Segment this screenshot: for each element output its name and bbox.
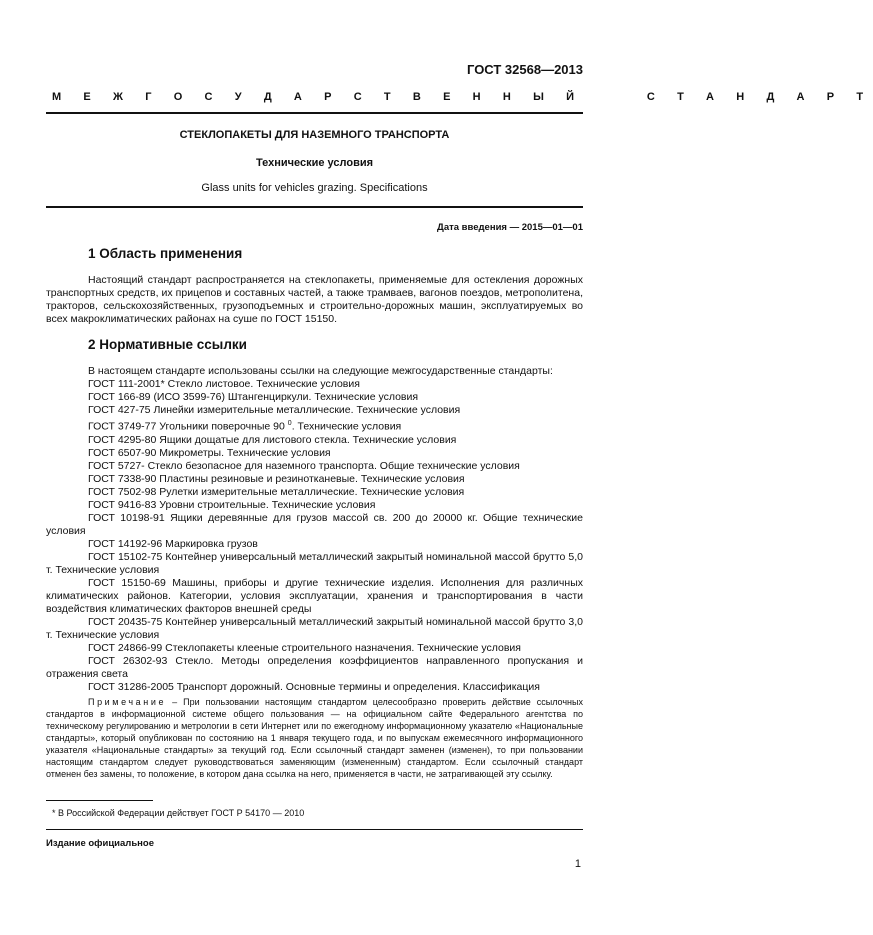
reference-item: ГОСТ 9416-83 Уровни строительные. Технические условия (88, 498, 376, 511)
references-list (46, 365, 583, 694)
degree-superscript: 0 (287, 420, 292, 427)
reference-item: ГОСТ 4295-80 Ящики дощатые для листового стекла. Технические условия (88, 433, 457, 446)
document-title: СТЕКЛОПАКЕТЫ ДЛЯ НАЗЕМНОГО ТРАНСПОРТА (179, 129, 450, 141)
note-text: – При пользовании настоящим стандартом целесообразно проверить действие ссылочных стандартов в информационной системе общего пользования — на официальном сайте Федерального агентства по техническому регулированию и метрологии в сети Интернет или по ежегодному информационному указателю «Национальные стандарты», который опубликован по состоянию на 1 января текущего года, и по выпускам ежемесячного информационного указателя «Национальные стандарты» за текущий год. Если ссылочный стандарт заменен (изменен), то при пользовании настоящим стандартом следует руководствоваться заменяющим (измененным) стандартом. Если ссылочный стандарт отменен без замены, то положение, в котором дана ссылка на него, применяется в части, не затрагивающей эту ссылку. (46, 697, 583, 779)
reference-item: ГОСТ 166-89 (ИСО 3599-76) Штангенциркули. Технические условия (88, 391, 419, 403)
reference-item: ГОСТ 26302-93 Стекло. Методы определения коэффициентов направленного пропускания и отражения света (46, 654, 583, 680)
edition-rule (46, 829, 583, 830)
references-intro: В настоящем стандарте использованы ссылки на следующие межгосударственные стандарты: (88, 365, 553, 377)
section-2-heading: 2 Нормативные ссылки (88, 337, 247, 352)
top-rule (46, 112, 583, 114)
title-bottom-rule (46, 206, 583, 208)
note-label: Примечание (88, 697, 167, 707)
reference-item: ГОСТ 20435-75 Контейнер универсальный металлический закрытый номинальной массой брутто 3,0 т. Технические условия (46, 615, 583, 641)
reference-item: ГОСТ 5727- Стекло безопасное для наземного транспорта. Общие технические условия (88, 459, 520, 472)
page-number: 1 (574, 858, 581, 870)
interstate-standard-banner: М Е Ж Г О С У Д А Р С Т В Е Н Н Ы Й С Т А Н Д А Р Т (52, 91, 873, 103)
english-title: Glass units for vehicles grazing. Specifications (201, 182, 428, 194)
reference-item: ГОСТ 7502-98 Рулетки измерительные металлические. Технические условия (88, 485, 465, 498)
document-code: ГОСТ 32568—2013 (467, 62, 583, 77)
reference-item-tail: . Технические условия (291, 420, 402, 433)
reference-item: ГОСТ 7338-90 Пластины резиновые и резинотканевые. Технические условия (88, 472, 465, 485)
reference-item-text: ГОСТ 3749-77 Угольники поверочные 90 (88, 420, 285, 433)
reference-item: ГОСТ 6507-90 Микрометры. Технические условия (88, 446, 331, 459)
introduction-date: Дата введения — 2015—01—01 (437, 222, 583, 233)
reference-item-angles (46, 417, 583, 434)
reference-item: ГОСТ 111-2001* Стекло листовое. Технические условия (88, 378, 360, 390)
official-edition-label: Издание официальное (46, 838, 154, 849)
section-1-heading: 1 Область применения (88, 246, 243, 261)
section-1-text: Настоящий стандарт распространяется на стеклопакеты, применяемые для остекления дорожных транспортных средств, их прицепов и составных частей, а также трамваев, вагонов поездов, метрополитена, тракторов, сельскохозяйственных, грузоподъемных и строительно-дорожных машин, эксплуатируемых во всех макроклиматических районах на суше по ГОСТ 15150. (46, 274, 583, 325)
reference-item: ГОСТ 14192-96 Маркировка грузов (88, 537, 258, 550)
reference-item: ГОСТ 427-75 Линейки измерительные металлические. Технические условия (88, 404, 461, 416)
reference-item: ГОСТ 31286-2005 Транспорт дорожный. Основные термины и определения. Классификация (88, 680, 540, 693)
footnote: * В Российской Федерации действует ГОСТ Р 54170 — 2010 (52, 808, 305, 818)
note-paragraph (46, 696, 583, 780)
reference-item: ГОСТ 10198-91 Ящики деревянные для грузов массой св. 200 до 20000 кг. Общие технические условия (46, 511, 583, 537)
reference-item: ГОСТ 15102-75 Контейнер универсальный металлический закрытый номинальной массой брутто 5,0 т. Технические условия (46, 550, 583, 576)
reference-item: ГОСТ 24866-99 Стеклопакеты клееные строительного назначения. Технические условия (88, 641, 521, 654)
document-subtitle: Технические условия (255, 157, 374, 169)
footnote-rule (46, 800, 153, 801)
reference-item: ГОСТ 15150-69 Машины, приборы и другие технические изделия. Исполнения для различных климатических районов. Категории, условия эксплуатации, хранения и транспортирования в части воздействия климатических факторов внешней среды (46, 576, 583, 615)
